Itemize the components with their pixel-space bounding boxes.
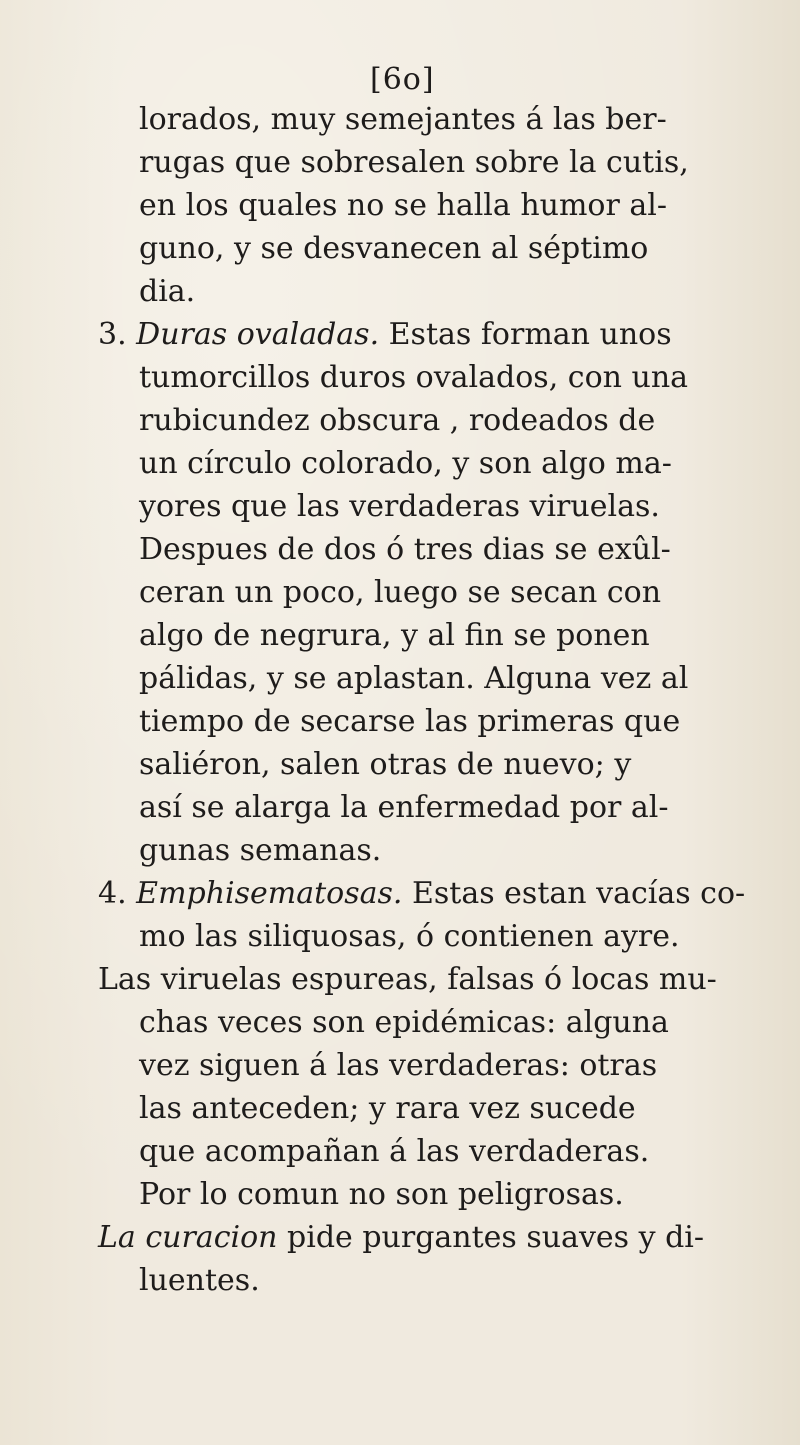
text-line: ceran un poco, luego se secan con	[139, 575, 662, 610]
text-line: mo las siliquosas, ó contienen ayre.	[139, 919, 680, 954]
text-line: tiempo de secarse las primeras que	[139, 704, 681, 739]
text-line: dia.	[139, 274, 196, 309]
text-line: las anteceden; y rara vez sucede	[139, 1091, 636, 1126]
text-line: Las viruelas espureas, falsas ó locas mu-	[98, 962, 717, 997]
item-heading: Emphisematosas.	[136, 876, 403, 911]
text-line: rugas que sobresalen sobre la cutis,	[139, 145, 689, 180]
text-line: pálidas, y se aplastan. Alguna vez al	[139, 661, 689, 696]
text-line: yores que las verdaderas viruelas.	[139, 489, 660, 524]
text-line: gunas semanas.	[139, 833, 382, 868]
text-line: Despues de dos ó tres dias se exûl-	[139, 532, 671, 567]
text-line: rubicundez obscura , rodeados de	[139, 403, 656, 438]
line-rest: pide purgantes suaves y di-	[287, 1220, 704, 1255]
text-line: Por lo comun no son peligrosas.	[139, 1177, 624, 1212]
text-line: que acompañan á las verdaderas.	[139, 1134, 650, 1169]
text-line: un círculo colorado, y son algo ma-	[139, 446, 672, 481]
item-number: 4.	[98, 876, 127, 911]
text-line: saliéron, salen otras de nuevo; y	[139, 747, 632, 782]
item-heading: Duras ovaladas.	[136, 317, 380, 352]
text-line: tumorcillos duros ovalados, con una	[139, 360, 689, 395]
item-number: 3.	[98, 317, 127, 352]
text-line: lorados, muy semejantes á las ber-	[139, 102, 667, 137]
text-line: luentes.	[139, 1263, 260, 1298]
text-line: guno, y se desvanecen al séptimo	[139, 231, 649, 266]
text-line: chas veces son epidémicas: alguna	[139, 1005, 669, 1040]
text-line: así se alarga la enfermedad por al-	[139, 790, 669, 825]
item-heading: La curacion	[98, 1220, 278, 1255]
page-number: [6o]	[370, 62, 435, 97]
text-line: en los quales no se halla humor al-	[139, 188, 667, 223]
line-rest: Estas forman unos	[388, 317, 672, 352]
text-line: algo de negrura, y al fin se ponen	[139, 618, 650, 653]
text-line	[98, 313, 672, 356]
text-line	[98, 1216, 704, 1259]
text-line	[98, 872, 745, 915]
line-rest: Estas estan vacías co-	[412, 876, 746, 911]
text-line: vez siguen á las verdaderas: otras	[139, 1048, 658, 1083]
